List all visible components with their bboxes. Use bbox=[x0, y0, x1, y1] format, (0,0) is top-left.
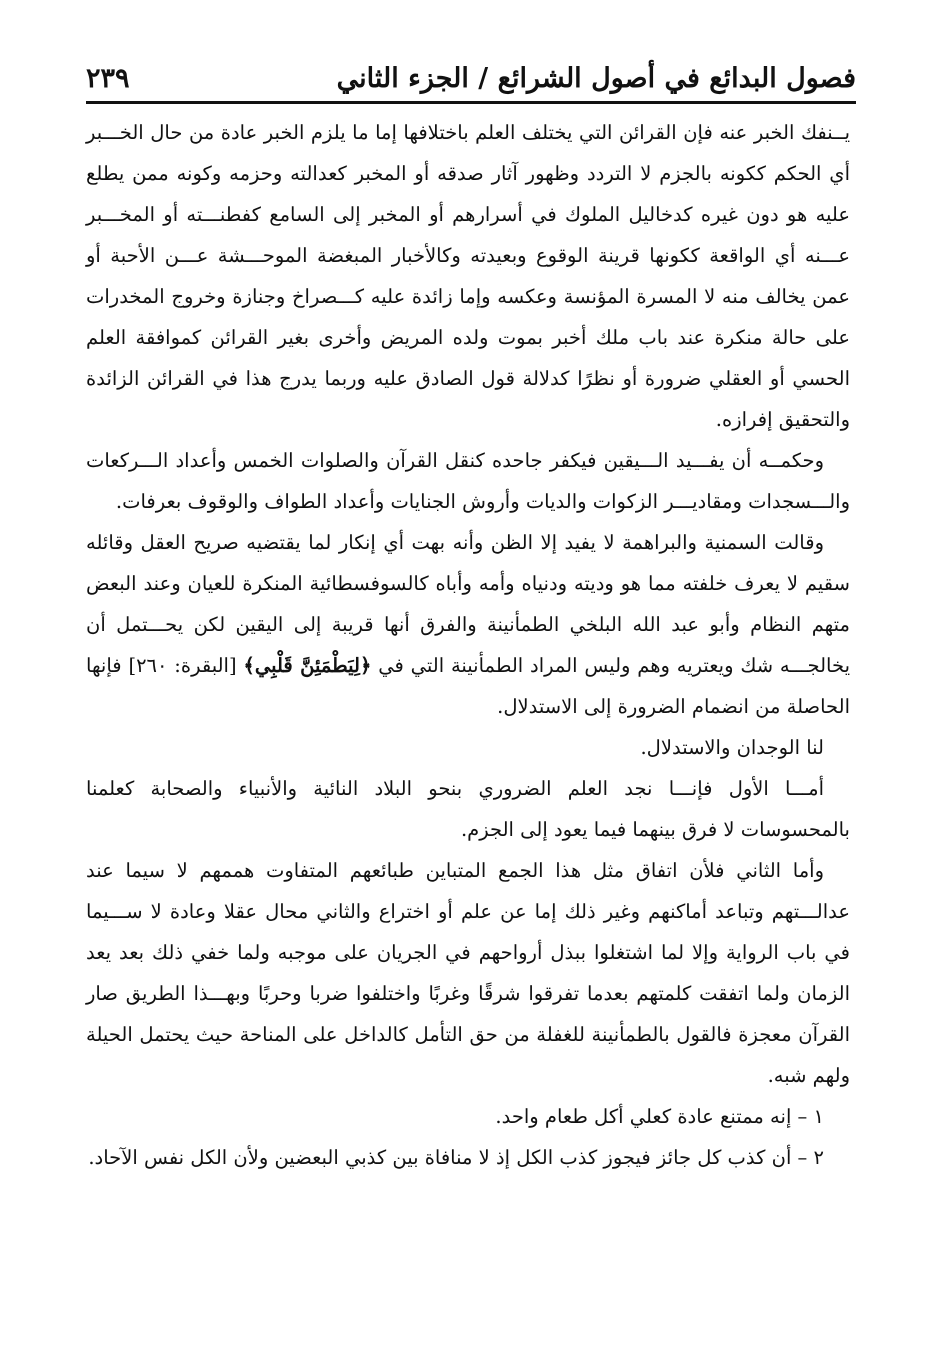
header-rule bbox=[86, 101, 856, 104]
list-item-1: ١ – إنه ممتنع عادة كعلي أكل طعام واحد. bbox=[495, 1105, 824, 1128]
paragraph-sumaniyya bbox=[86, 522, 850, 727]
quran-quote: ﴿لِيَطْمَئِنَّ قَلْبِي﴾ bbox=[243, 654, 372, 677]
paragraph-first: أمـــا الأول فإنـــا نجد العلم الضروري بنحو البلاد النائية والأنبياء والصحابة كعلمنا بالمحسوسات لا فرق بينهما فيما يعود إلى الجزم. bbox=[86, 777, 850, 841]
paragraph-sumaniyya-text: وقالت السمنية والبراهمة لا يفيد إلا الظن وأنه بهت أي إنكار لما يقتضيه صريح العقل وقائله سقيم لا يعرف خلفته مما هو وديته ودنياه وأمه وأباه كالسوفسطائية المنكرة للعيان وعند البعض متهم النظام وأبو عبد الله البلخي الطمأنينة والفرق أنها قريبة إلى اليقين لكن يحـــتمل أن يخالجـــه شك ويعتريه وهم وليس المراد الطمأنينة التي في bbox=[86, 531, 851, 677]
paragraph-external-evidence: يــنفك الخبر عنه فإن القرائن التي يختلف العلم باختلافها إما ما يلزم الخبر عادة من حال الخـــبر أي الحكم ككونه بالجزم لا التردد وظهور آثار صدقه أو المخبر كعدالته وحزمه وكونه ممن يطلع عليه هو دون غيره كدخاليل الملوك في أسرارهم أو المخبر إلى السامع كفطنـــته أو المخـــبر عـــنه أي الواقعة ككونها قرينة الوقوع وبعيدته وكالأخبار المبغضة الموحـــشة عـــن الأحبة أو عمن يخالف منه لا المسرة المؤنسة وعكسه وإما زائدة عليه كـــصراخ وجنازة وخروج المخدرات على حالة منكرة عند باب ملك أخبر بموت ولده المريض وأخرى بغير القرائن كموافقة العلم الحسي أو العقلي ضرورة أو نظرًا كدلالة قول الصادق عليه وربما يدرج هذا في القرائن الزائدة والتحقيق إفرازه. bbox=[86, 121, 850, 431]
book-title: فصول البدائع في أصول الشرائع / الجزء الثاني bbox=[336, 63, 856, 94]
list-item-2: ٢ – أن كذب كل جائز فيجوز كذب الكل إذ لا منافاة بين كذبي البعضين ولأن الكل نفس الآحاد. bbox=[88, 1146, 824, 1169]
paragraph-second: وأما الثاني فلأن اتفاق مثل هذا الجمع المتباين طبائعهم المتفاوت هممهم لا سيما عند عدالـــتهم وتباعد أماكنهم وغير ذلك إما عن علم أو اختراع والثاني محال عقلا وعادة لا ســـيما في باب الرواية وإلا لما اشتغلوا ببذل أرواحهم في الجريان على موجبه ولما خفي ذلك بعد يعد الزمان ولما اتفقت كلمتهم بعدما تفرقوا شرقًا وغربًا واختلفوا ضربا وحربًا وبهـــذا الطريق صار القرآن معجزة فالقول بالطمأنينة للغفلة من حق التأمل كالداخل على المناحة حيث يحتمل الحيلة ولهم شبه. bbox=[86, 859, 850, 1087]
main-text bbox=[86, 112, 850, 1178]
paragraph-our-proof: لنا الوجدان والاستدلال. bbox=[640, 736, 824, 759]
quran-citation: [البقرة: ٢٦٠] فإنها الحاصلة من انضمام الضرورة إلى الاستدلال. bbox=[86, 654, 850, 718]
paragraph-ruling: وحكمــه أن يفـــيد الـــيقين فيكفر جاحده كنقل القرآن والصلوات الخمس وأعداد الـــركعات والـــسجدات ومقاديـــر الزكوات والديات وأروش الجنايات وأعداد الطواف والوقوف بعرفات. bbox=[86, 449, 850, 513]
running-header bbox=[86, 44, 856, 94]
page-number: ٢٣٩ bbox=[86, 63, 130, 94]
